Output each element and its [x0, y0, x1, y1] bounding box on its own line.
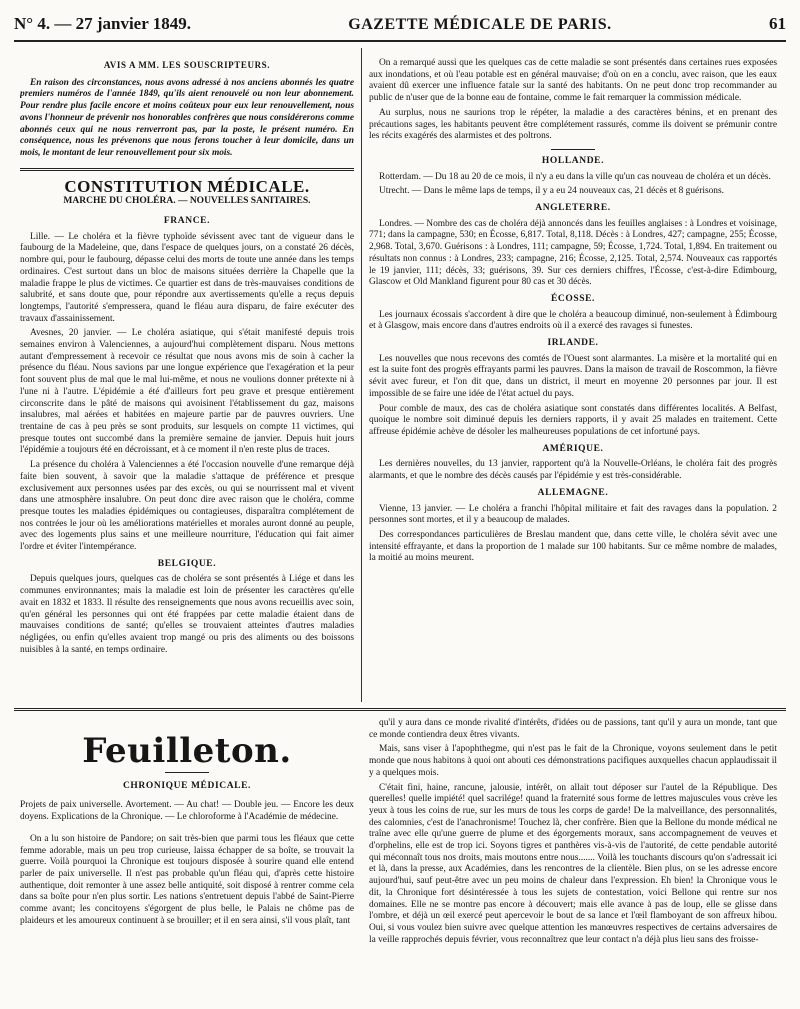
- section-heading-france: FRANCE.: [163, 216, 211, 227]
- short-rule: [551, 149, 595, 150]
- article-paragraph: Utrecht. — Dans le même laps de temps, il y a eu 24 nouveaux cas, 21 décès et 8 guérisons.: [379, 186, 724, 197]
- gazette-title: GAZETTE MÉDICALE DE PARIS.: [348, 16, 612, 33]
- page-header: [14, 14, 786, 42]
- article-paragraph: Rotterdam. — Du 18 au 20 de ce mois, il n'y a eu dans la ville qu'un cas nouveau de choléra et un décès.: [379, 171, 771, 182]
- article-paragraph: Pour comble de maux, des cas de choléra asiatique sont constatés dans différentes localités. A Belfast, quoique le nombre soit diminué depuis les derniers rapports, il y avait 25 malades en traitement. Cette affreuse épidémie achève de désoler les malheureuses populations de cet infortuné pays.: [369, 403, 777, 437]
- feuilleton-separator: [14, 708, 786, 711]
- article-paragraph: On a remarqué aussi que les quelques cas de cette maladie se sont présentés dans certaines rues exposées aux inondations, et où l'eau potable est en général mauvaise; d'où on en a conclu, avec raison, que les eaux avaient dû exercer une influence fatale sur la santé des habitants. On ne peut donc trop recommander au public de n'user que de la bonne eau de fontaine, comme le fait remarquer la commission médicale.: [369, 58, 777, 104]
- feuilleton-paragraph: qu'il y aura dans ce monde rivalité d'intérêts, d'idées ou de passions, tant qu'il y aura un monde, tant que ce monde contiendra deux êtres vivants.: [369, 718, 777, 740]
- right-column: [369, 58, 777, 704]
- article-paragraph: La présence du choléra à Valenciennes a été l'occasion nouvelle d'une remarque déjà faite bien souvent, à savoir que la maladie s'attaque de préférence et presque exclusivement aux personnes usées par des excès, ou qui se nourrissent mal et vivent dans une atmosphère insalubre. On peut donc dire avec raison que le choléra, comme presque toutes les maladies épidémiques ou contagieuses, disparaîtra complétement de nos contrées le jour où les améliorations matérielles et morales auront donné au peuple, avec des logements plus sains et une meilleure nourriture, l'éducation qui fait aimer l'ordre et éviter l'intempérance.: [20, 460, 354, 553]
- section-heading-amerique: AMÉRIQUE.: [542, 443, 604, 454]
- article-paragraph: Les nouvelles que nous recevons des comtés de l'Ouest sont alarmantes. La misère et la mortalité qui en est la suite font des progrès effrayants parmi les pauvres. Dans la maison de travail de Roscommon, la fièvre sévit avec fureur, et l'on dit que, dans un district, il meurt en moyenne 20 personnes par jour. Il est impossible de se faire une idée de l'état actuel du pays.: [369, 353, 777, 399]
- feuilleton-paragraph: On a lu son histoire de Pandore; on sait très-bien que parmi tous les fléaux que cette femme adorable, mais un peu trop curieuse, laissa échapper de sa boîte, se trouvait la guerre. Voilà pourquoi la Chronique est toujours disposée à sourire quand elle entend parler de paix universelle. Il n'est pas probable qu'un fléau qui, d'après cette histoire authentique, doit remonter à une assez belle antiquité, soit disposé à rentrer comme cela dans sa boîte pour n'en plus sortir. Les nations s'entretuent depuis l'abbé de Saint-Pierre comme avant; les concitoyens s'égorgent de plus belle, le Palais ne chôme pas de plaideurs et les amoureux continuent à se brouiller; et il en sera ainsi, s'il vous plaît, tant: [20, 833, 354, 926]
- feuilleton-paragraph: C'était fini, haine, rancune, jalousie, intérêt, on allait tout déposer sur l'autel de la République. Des querelles! quelle impiété! quel sacrilége! quand la fraternité sous forme de lettres majuscules vous crève les yeux à tous les coins de rue, sur les murs de tous les corps de garde! De la malveillance, des personnalités, des calomnies, c'est de l'anachronisme! Touchez là, cher confrère. Bien que la Bellone du monde médical ne traîne avec elle qu'une guerre de plume et des égorgements moraux, sans accompagnement de veuves et d'orphelins, elle est de trop ici. Soyons tigres et panthères vis-à-vis de l'autorité, de cette pendable autorité qui méconnaît tous nos droits, mais moutons entre nous....... Voilà les touchants discours qu'on s'adressait ici et là, dans la presse, aux Académies, dans les rencontres de la clientèle. Bien plus, on se les adresse encore aujourd'hui, sauf peut-être avec un peu moins de chaleur dans l'expression. Eh bien! la Chronique vous le dit, la Chronique fort désintéressée à tous les sujets de contestation, voici Bellone qui rentre sur nos domaines. Elle ne se montre pas encore à découvert; mais elle avance à pas de loup, elle se glisse dans l'ombre, et déjà un œil exercé peut apercevoir le bout de sa lance et l'œil flamboyant de son affreux hibou. Oui, si vous voulez bien suivre avec quelque attention les manœuvres respectives de certains adversaires de la veille rapprochés depuis février, vous reconnaîtrez que leur contact n'a déjà plus lieu sans des froisse-: [369, 782, 777, 945]
- section-heading-ecosse: ÉCOSSE.: [550, 293, 596, 304]
- section-heading-irlande: IRLANDE.: [547, 338, 599, 349]
- chronique-summary: Projets de paix universelle. Avortement. — Au chat! — Double jeu. — Encore les deux doyens. Explications de la Chronique. — Le chloroforme à l'Académie de médecine.: [20, 800, 354, 823]
- short-rule: [165, 772, 209, 773]
- feuilleton-left-column: [20, 718, 354, 1003]
- constitution-subtitle: MARCHE DU CHOLÉRA. — NOUVELLES SANITAIRES.: [63, 196, 311, 207]
- constitution-title: CONSTITUTION MÉDICALE.: [64, 176, 310, 196]
- section-heading-angleterre: ANGLETERRE.: [535, 203, 611, 214]
- issue-date: N° 4. — 27 janvier 1849.: [14, 14, 191, 33]
- notice-text: En raison des circonstances, nous avons adressé à nos anciens abonnés les quatre premiers numéros de l'année 1849, qu'ils aient renouvelé ou non leur abonnement. Pour rendre plus facile encore et moins coûteux pour eux leur renouvellement, nous avons l'honneur de prévenir nos honorables confrères que nous considérerons comme abonnés ceux qui ne nous renverront pas, par la poste, le présent numéro. En conséquence, nous les prévenons que nous ferons toucher à leur domicile, dans un mois, le montant de leur renouvellement pour six mois.: [20, 77, 354, 158]
- article-paragraph: Lille. — Le choléra et la fièvre typhoïde sévissent avec tant de vigueur dans le faubourg de la Madeleine, que, dans l'espace de quelques jours, on a constaté 26 décès, nombre qui, pour le faubourg, dépasse celui des morts de toute une année dans les temps ordinaires. C'est surtout dans un bloc de maisons situées derrière la Chapelle que la maladie frappe le plus de victimes. Ce quartier est dans de très-mauvaises conditions de salubrité, et sans doute que, pour répondre aux avertissements qu'elle a reçus depuis longtemps, l'autorité s'empressera, quand le fléau aura disparu, de faire exécuter des travaux d'assainissement.: [20, 231, 354, 324]
- chronique-heading: CHRONIQUE MÉDICALE.: [122, 780, 252, 791]
- feuilleton-title: Feuilleton.: [82, 731, 292, 771]
- section-heading-belgique: BELGIQUE.: [157, 558, 217, 569]
- article-paragraph: Des correspondances particulières de Breslau mandent que, dans cette ville, le choléra sévit avec une intensité effrayante, et dans la proportion de 1 malade sur 100 habitants. Sur ce même nombre de malades, la moitié au moins meurent.: [369, 529, 777, 564]
- section-heading-allemagne: ALLEMAGNE.: [537, 487, 609, 498]
- article-paragraph: Vienne, 13 janvier. — Le choléra a franchi l'hôpital militaire et fait des ravages dans la population. 2 personnes sont mortes, et il y a beaucoup de malades.: [369, 503, 777, 526]
- article-paragraph: Au surplus, nous ne saurions trop le répéter, la maladie a des caractères bénins, et en prenant des précautions sages, les habitants peuvent être complétement rassurés, comme ils doivent se prémunir contre les récits exagérés des alarmistes et des poltrons.: [369, 107, 777, 142]
- section-heading-hollande: HOLLANDE.: [541, 155, 605, 166]
- article-paragraph: Les journaux écossais s'accordent à dire que le choléra a beaucoup diminué, non-seulement à Édimbourg et à Glasgow, mais encore dans d'autres endroits où il a exercé des ravages si funestes.: [369, 309, 777, 332]
- column-divider: [361, 48, 362, 702]
- article-paragraph: Avesnes, 20 janvier. — Le choléra asiatique, qui s'était manifesté depuis trois semaines environ à Valenciennes, a aujourd'hui complètement disparu. Nous mettons autant d'empressement à recevoir ce résultat que nous avons mis de soin à cacher la présence du fléau. Nous savions par une longue expérience que l'exagération et la peur font souvent plus de mal que le mal lui-même, et nous ne voulions donner prétexte ni à l'une ni à l'autre. L'épidémie a été d'ailleurs fort peu grave et presque entièrement circonscrite dans le pâté de maisons qui avoisinent l'établissement du gaz, maisons insalubres, mal aérées et habitées en majeure partie par de pauvres ouvriers. Une trentaine de cas à peu près se sont produits, sur lesquels on compte 11 victimes, qui presque toutes ont succombé dans la première semaine de janvier. Depuis huit jours l'épidémie a toujours été en décroissant, et à ce moment il n'en reste plus de traces.: [20, 328, 354, 456]
- article-paragraph: Les dernières nouvelles, du 13 janvier, rapportent qu'à la Nouvelle-Orléans, le choléra fait des progrès alarmants, et que le nombre des décès causés par l'épidémie y est très-considérable.: [369, 459, 777, 482]
- feuilleton-paragraph: Mais, sans viser à l'apophthegme, qui n'est pas le fait de la Chronique, voyons seulement dans le petit monde que nous habitons à quoi ont abouti ces démonstrations pacifiques auxquelles chacun applaudissait il y a quelques mois.: [369, 744, 777, 778]
- article-paragraph: Londres. — Nombre des cas de choléra déjà annoncés dans les feuilles anglaises : à Londres et voisinage, 771; dans la campagne, 530; en Écosse, 6,817. Total, 8,118. Décès : à Londres, 427; campagne, 255; Écosse, 2,968. Total, 3,670. Guérisons : à Londres, 111; campagne, 59; Écosse, 1,724. Total, 1,894. En traitement ou résultats non connus : à Londres, 233; campagne, 216; Écosse, 2,125. Total, 2,574. Nouveaux cas rapportés le 19 janvier, 111; décès, 33; guérisons, 39. Sur ces derniers chiffres, l'Écosse, c'est-à-dire Edimbourg, Glascow et Old Mankland figurent pour 80 cas et 30 décès.: [369, 218, 777, 288]
- double-rule: [20, 168, 354, 171]
- notice-heading: AVIS A MM. LES SOUSCRIPTEURS.: [103, 60, 271, 70]
- article-paragraph: Depuis quelques jours, quelques cas de choléra se sont présentés à Liége et dans les communes environnantes; mais la maladie est loin de présenter les caractères qu'elle avait en 1832 et 1833. Il résulte des renseignements que nous avons recueillis avec soin, qu'en général les personnes qui ont été frappées par cette maladie étaient dans de mauvaises conditions de santé; qu'elles se trouvaient atteintes d'autres maladies négligées, ou enfin qu'elles avaient trop mangé ou pris des aliments ou des boissons nuisibles à la santé, en temps ordinaire.: [20, 574, 354, 655]
- page-number: 61: [769, 14, 786, 33]
- feuilleton-right-column: [369, 718, 777, 1003]
- left-column: [20, 58, 354, 704]
